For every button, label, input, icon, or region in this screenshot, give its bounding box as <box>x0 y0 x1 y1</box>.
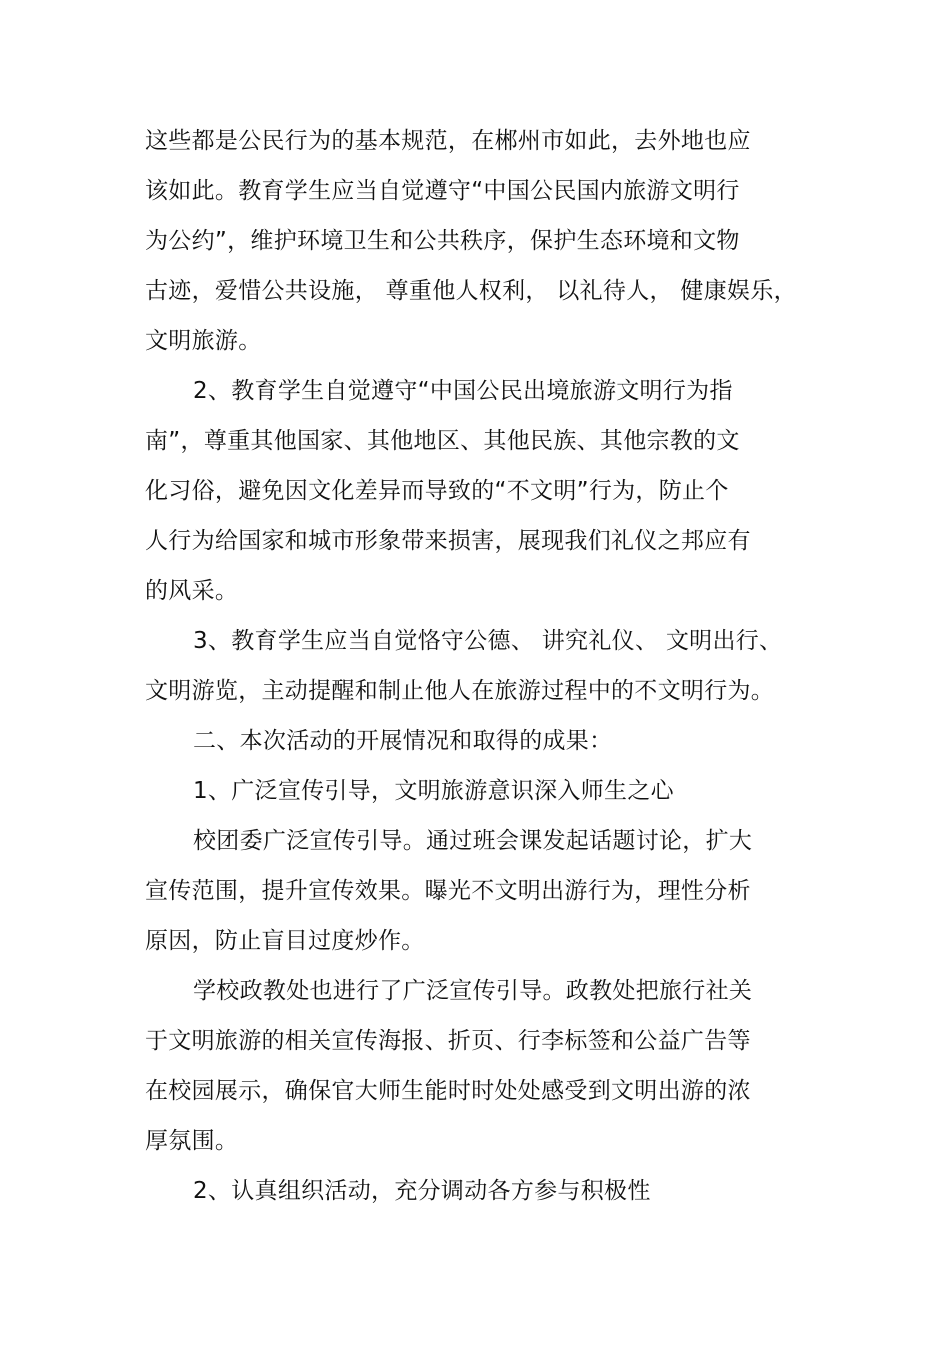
text-line: 厚氛围。 <box>145 1128 239 1154</box>
text-line: 宣传范围，提升宣传效果。曝光不文明出游行为，理性分析 <box>145 878 751 904</box>
text-line: 学校政教处也进行了广泛宣传引导。政教处把旅行社关 <box>193 978 753 1004</box>
section-heading: 二、本次活动的开展情况和取得的成果： <box>193 728 613 754</box>
text-line: 于文明旅游的相关宣传海报、折页、行李标签和公益广告等 <box>145 1028 751 1054</box>
text-line: 文明游览，主动提醒和制止他人在旅游过程中的不文明行为。 <box>145 678 775 704</box>
text-line: 古迹，爱惜公共设施， 尊重他人权利， 以礼待人， 健康娱乐， <box>145 278 797 304</box>
text-line: 人行为给国家和城市形象带来损害，展现我们礼仪之邦应有 <box>145 528 751 554</box>
text-line: 这些都是公民行为的基本规范，在郴州市如此，去外地也应 <box>145 128 751 154</box>
text-line: 南”，尊重其他国家、其他地区、其他民族、其他宗教的文 <box>145 428 740 454</box>
text-line: 化习俗，避免因文化差异而导致的“不文明”行为，防止个 <box>145 478 729 504</box>
text-line: 校团委广泛宣传引导。通过班会课发起话题讨论，扩大 <box>193 828 753 854</box>
text-line: 原因，防止盲目过度炒作。 <box>145 928 425 954</box>
subsection-heading: 2、认真组织活动，充分调动各方参与积极性 <box>193 1178 651 1204</box>
text-line: 为公约”，维护环境卫生和公共秩序，保护生态环境和文物 <box>145 228 740 254</box>
text-line: 该如此。教育学生应当自觉遵守“中国公民国内旅游文明行 <box>145 178 740 204</box>
text-line: 3、教育学生应当自觉恪守公德、 讲究礼仪、 文明出行、 <box>193 628 783 654</box>
text-line: 的风采。 <box>145 578 239 604</box>
text-line: 2、教育学生自觉遵守“中国公民出境旅游文明行为指 <box>193 378 733 404</box>
subsection-heading: 1、广泛宣传引导，文明旅游意识深入师生之心 <box>193 778 674 804</box>
text-line: 文明旅游。 <box>145 328 262 354</box>
text-line: 在校园展示，确保官大师生能时时处处感受到文明出游的浓 <box>145 1078 751 1104</box>
